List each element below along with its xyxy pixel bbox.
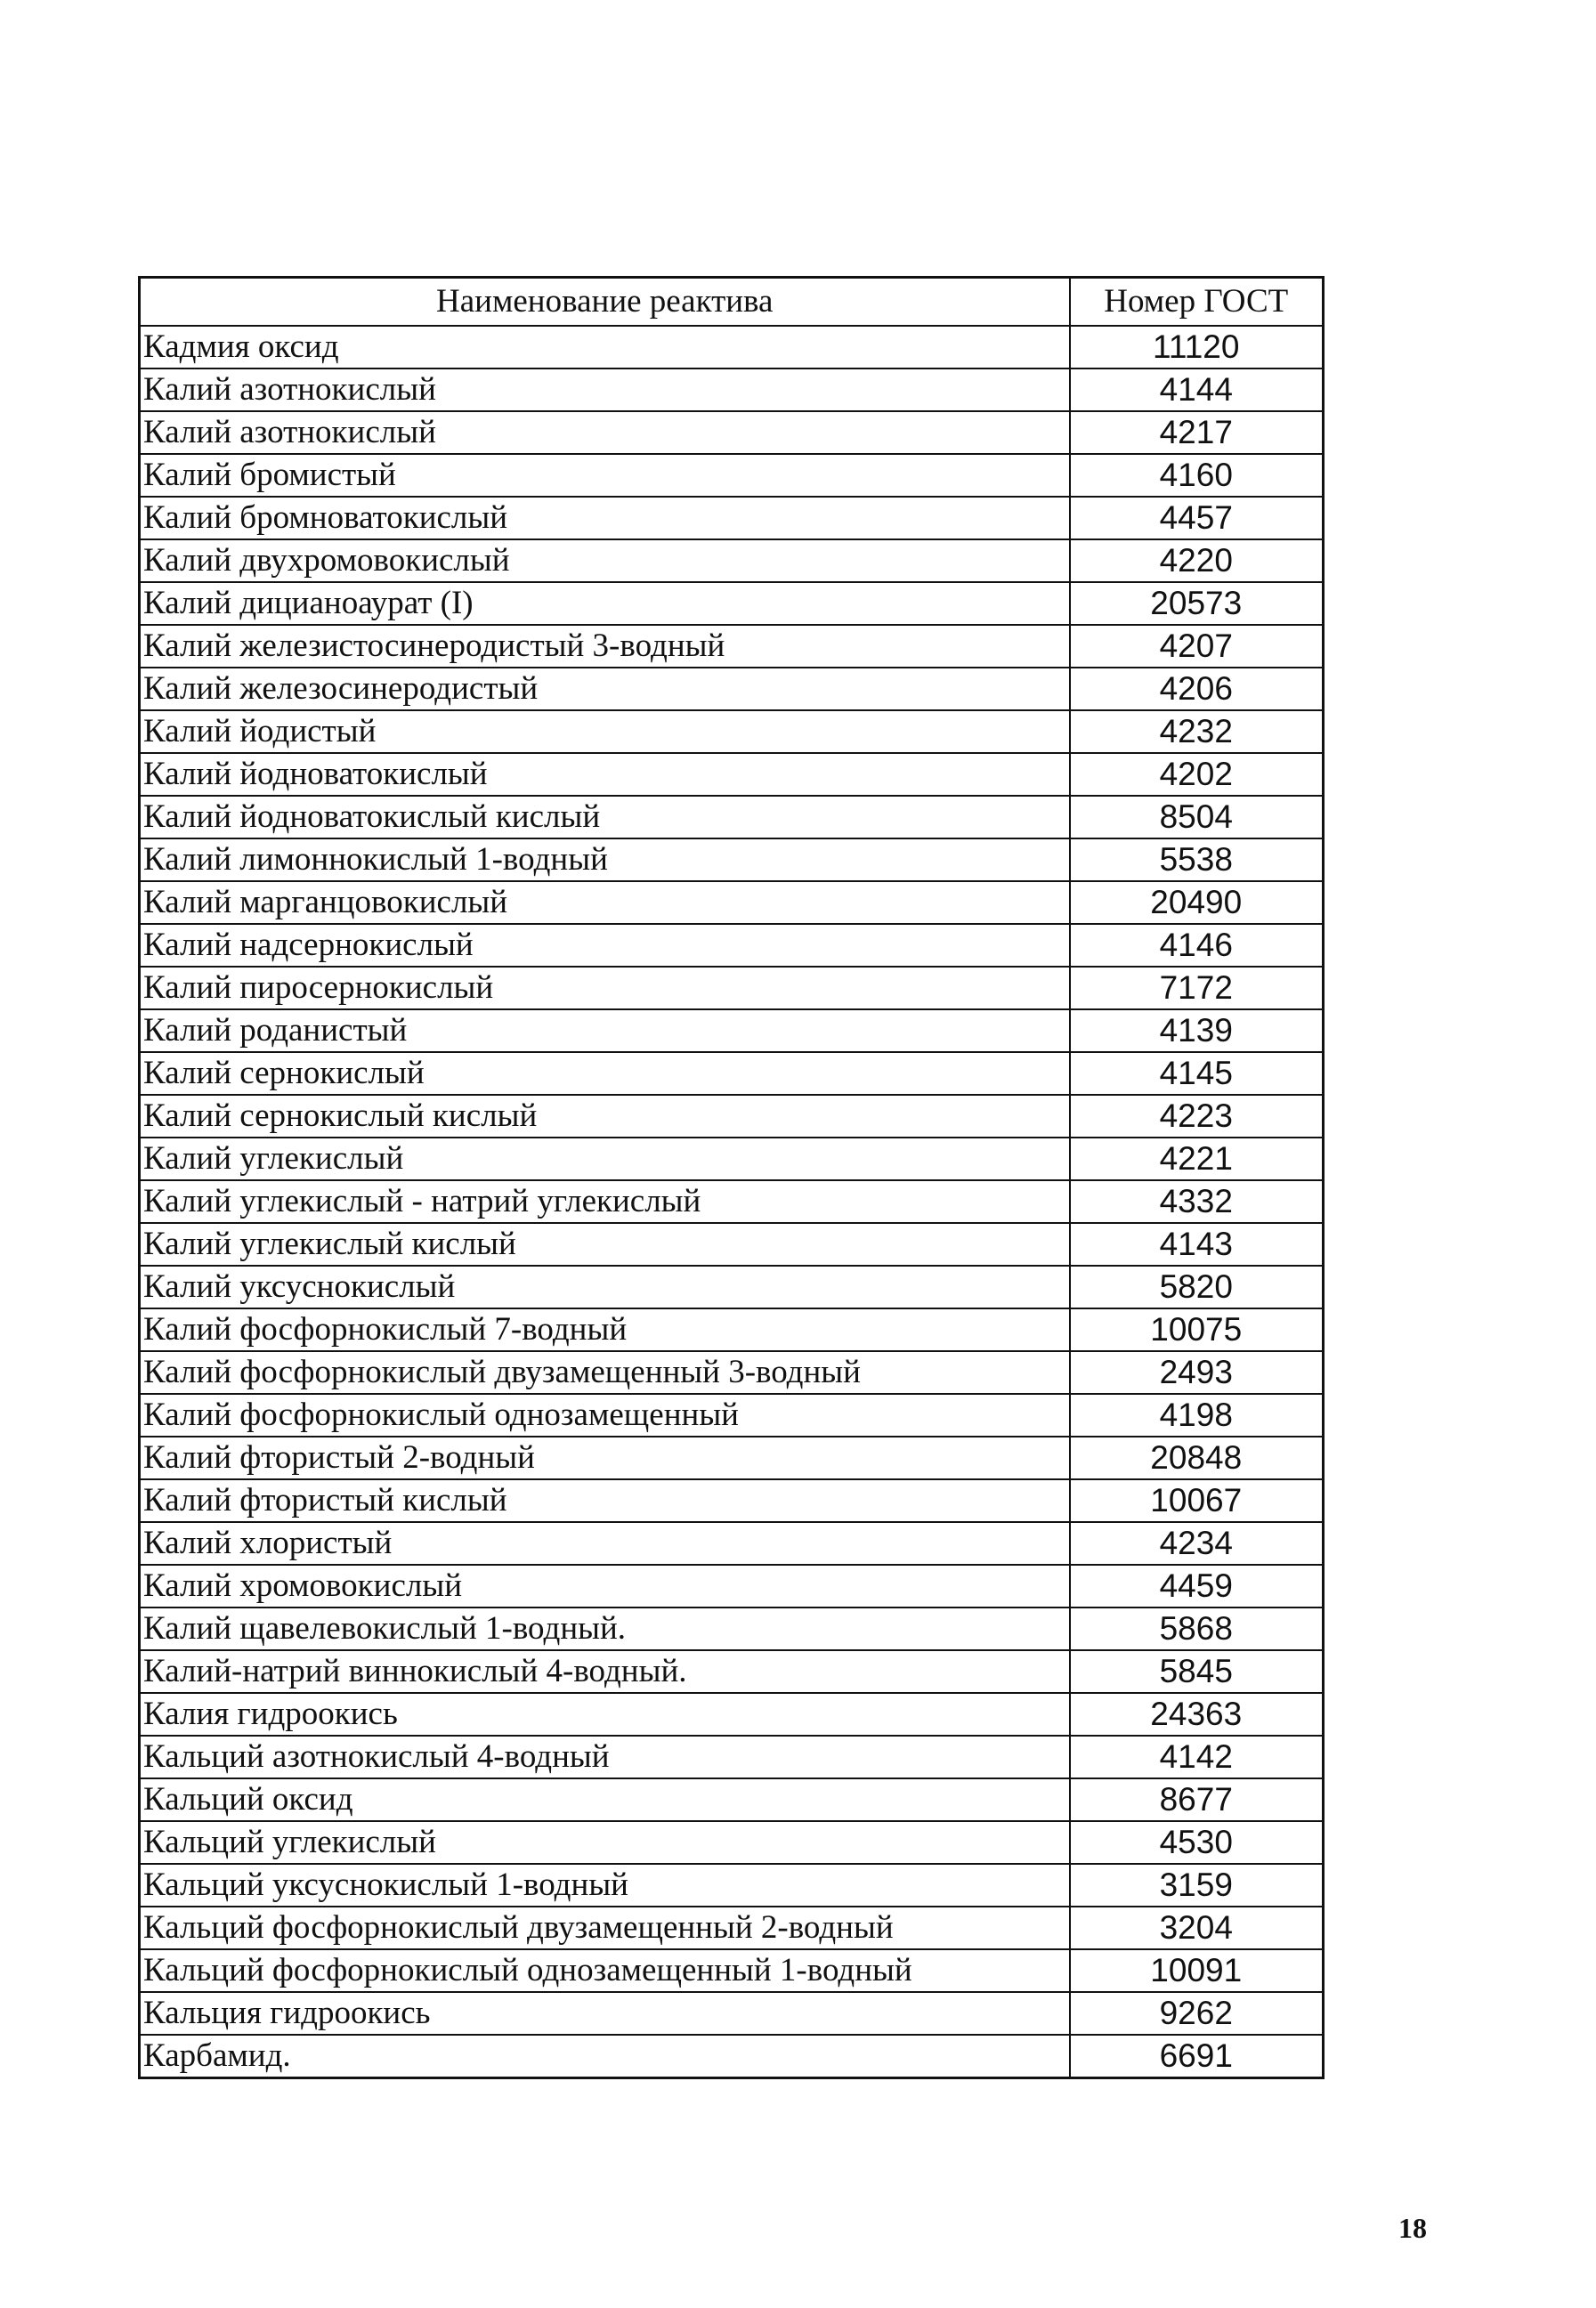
gost-number: 8504 (1070, 796, 1324, 838)
reagent-name: Калий йодноватокислый (140, 753, 1070, 796)
table-row (140, 753, 1324, 796)
reagent-name: Кальций уксуснокислый 1-водный (140, 1864, 1070, 1907)
reagent-name: Кальций оксид (140, 1778, 1070, 1821)
table-row (140, 710, 1324, 753)
reagent-name: Калий фосфорнокислый 7-водный (140, 1308, 1070, 1351)
gost-number: 10075 (1070, 1308, 1324, 1351)
table-row (140, 1009, 1324, 1052)
table-row (140, 1308, 1324, 1351)
gost-number: 2493 (1070, 1351, 1324, 1394)
gost-number: 7172 (1070, 967, 1324, 1009)
table-row (140, 1907, 1324, 1949)
table-body (140, 326, 1324, 2078)
table-row (140, 924, 1324, 967)
table-row (140, 1095, 1324, 1138)
reagent-name: Калий хромовокислый (140, 1565, 1070, 1608)
gost-number: 5845 (1070, 1650, 1324, 1693)
table-row (140, 539, 1324, 582)
table-row (140, 2035, 1324, 2078)
gost-number: 4142 (1070, 1736, 1324, 1778)
table-row (140, 881, 1324, 924)
gost-number: 4217 (1070, 411, 1324, 454)
reagent-name: Кальций фосфорнокислый двузамещенный 2-водный (140, 1907, 1070, 1949)
reagent-name: Калий йодноватокислый кислый (140, 796, 1070, 838)
table-row (140, 838, 1324, 881)
reagent-name: Калий фосфорнокислый однозамещенный (140, 1394, 1070, 1437)
gost-number: 4202 (1070, 753, 1324, 796)
reagent-name: Кальций азотнокислый 4-водный (140, 1736, 1070, 1778)
gost-number: 4139 (1070, 1009, 1324, 1052)
reagent-name: Кальций фосфорнокислый однозамещенный 1-водный (140, 1949, 1070, 1992)
reagent-name: Калий надсернокислый (140, 924, 1070, 967)
table-row (140, 796, 1324, 838)
reagent-name: Калий хлористый (140, 1522, 1070, 1565)
gost-number: 4232 (1070, 710, 1324, 753)
table-row (140, 411, 1324, 454)
gost-number: 4530 (1070, 1821, 1324, 1864)
page-number: 18 (1398, 2212, 1427, 2244)
reagent-name: Калий сернокислый (140, 1052, 1070, 1095)
reagent-name: Калий двухромовокислый (140, 539, 1070, 582)
reagent-name: Калий азотнокислый (140, 411, 1070, 454)
gost-number: 4457 (1070, 497, 1324, 539)
header-reagent-name: Наименование реактива (140, 278, 1070, 327)
reagent-name: Калий бромноватокислый (140, 497, 1070, 539)
table-row (140, 1437, 1324, 1479)
table-row (140, 497, 1324, 539)
reagent-name: Калий уксуснокислый (140, 1266, 1070, 1308)
table-row (140, 1693, 1324, 1736)
gost-number: 8677 (1070, 1778, 1324, 1821)
table-row (140, 454, 1324, 497)
gost-number: 4198 (1070, 1394, 1324, 1437)
gost-number: 20490 (1070, 881, 1324, 924)
table-row (140, 368, 1324, 411)
gost-number: 3204 (1070, 1907, 1324, 1949)
gost-number: 20573 (1070, 582, 1324, 625)
table-header-row (140, 278, 1324, 327)
gost-number: 4206 (1070, 668, 1324, 710)
reagent-name: Калий марганцовокислый (140, 881, 1070, 924)
gost-number: 4234 (1070, 1522, 1324, 1565)
reagent-name: Карбамид. (140, 2035, 1070, 2078)
gost-number: 5868 (1070, 1608, 1324, 1650)
table-row (140, 582, 1324, 625)
table-row (140, 1052, 1324, 1095)
gost-number: 4220 (1070, 539, 1324, 582)
reagent-name: Калий железосинеродистый (140, 668, 1070, 710)
reagent-name: Калий щавелевокислый 1-водный. (140, 1608, 1070, 1650)
gost-number: 4160 (1070, 454, 1324, 497)
gost-number: 9262 (1070, 1992, 1324, 2035)
gost-number: 4144 (1070, 368, 1324, 411)
gost-number: 24363 (1070, 1693, 1324, 1736)
gost-number: 5820 (1070, 1266, 1324, 1308)
table-row (140, 1223, 1324, 1266)
reagent-name: Калий железистосинеродистый 3-водный (140, 625, 1070, 668)
gost-number: 4221 (1070, 1138, 1324, 1180)
table-row (140, 1266, 1324, 1308)
table-row (140, 326, 1324, 368)
reagent-name: Калий азотнокислый (140, 368, 1070, 411)
table-row (140, 1479, 1324, 1522)
reagent-name: Калий фтористый 2-водный (140, 1437, 1070, 1479)
reagent-name: Калий-натрий виннокислый 4-водный. (140, 1650, 1070, 1693)
header-gost-number: Номер ГОСТ (1070, 278, 1324, 327)
table-row (140, 1949, 1324, 1992)
gost-number: 4332 (1070, 1180, 1324, 1223)
gost-number: 4459 (1070, 1565, 1324, 1608)
reagent-name: Калия гидроокись (140, 1693, 1070, 1736)
table-row (140, 1864, 1324, 1907)
reagent-name: Калий дицианоаурат (I) (140, 582, 1070, 625)
table-row (140, 625, 1324, 668)
reagent-name: Калий углекислый (140, 1138, 1070, 1180)
table-row (140, 1608, 1324, 1650)
table-row (140, 1650, 1324, 1693)
reagent-name: Калий пиросернокислый (140, 967, 1070, 1009)
reagent-name: Калий фосфорнокислый двузамещенный 3-водный (140, 1351, 1070, 1394)
table-row (140, 1394, 1324, 1437)
gost-number: 4145 (1070, 1052, 1324, 1095)
table-row (140, 1351, 1324, 1394)
table-row (140, 1778, 1324, 1821)
gost-number: 11120 (1070, 326, 1324, 368)
reagent-name: Калий йодистый (140, 710, 1070, 753)
reagent-name: Кальция гидроокись (140, 1992, 1070, 2035)
gost-number: 4207 (1070, 625, 1324, 668)
gost-number: 5538 (1070, 838, 1324, 881)
reagent-name: Кальций углекислый (140, 1821, 1070, 1864)
table-row (140, 967, 1324, 1009)
table-row (140, 668, 1324, 710)
reagent-name: Калий бромистый (140, 454, 1070, 497)
gost-number: 4146 (1070, 924, 1324, 967)
gost-number: 10067 (1070, 1479, 1324, 1522)
gost-number: 4223 (1070, 1095, 1324, 1138)
gost-number: 3159 (1070, 1864, 1324, 1907)
gost-number: 10091 (1070, 1949, 1324, 1992)
reagent-name: Калий углекислый кислый (140, 1223, 1070, 1266)
table-row (140, 1138, 1324, 1180)
table-row (140, 1821, 1324, 1864)
table-row (140, 1180, 1324, 1223)
table-row (140, 1565, 1324, 1608)
table-row (140, 1522, 1324, 1565)
table-row (140, 1736, 1324, 1778)
table-row (140, 1992, 1324, 2035)
reagent-name: Кадмия оксид (140, 326, 1070, 368)
reagent-name: Калий углекислый - натрий углекислый (140, 1180, 1070, 1223)
gost-number: 4143 (1070, 1223, 1324, 1266)
gost-number: 20848 (1070, 1437, 1324, 1479)
reagent-name: Калий сернокислый кислый (140, 1095, 1070, 1138)
reagents-table (138, 276, 1325, 2079)
reagent-name: Калий роданистый (140, 1009, 1070, 1052)
gost-number: 6691 (1070, 2035, 1324, 2078)
reagent-name: Калий фтористый кислый (140, 1479, 1070, 1522)
reagent-name: Калий лимоннокислый 1-водный (140, 838, 1070, 881)
